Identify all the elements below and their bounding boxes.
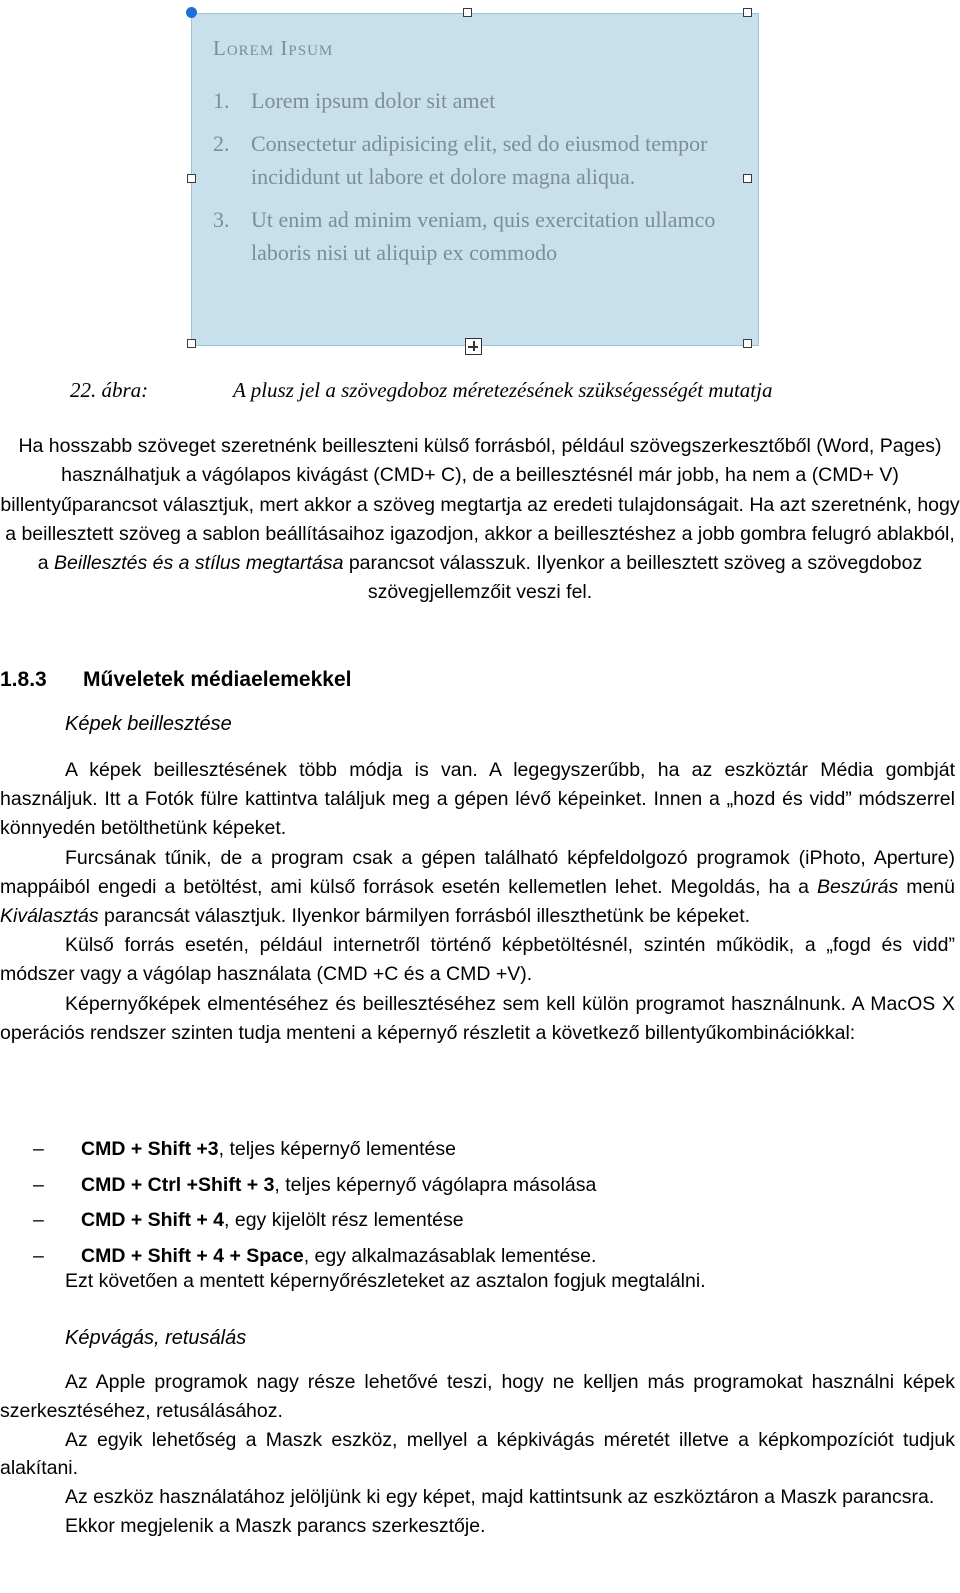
bullet-text xyxy=(81,1168,596,1204)
list-item-number: 2. xyxy=(213,131,230,156)
selected-text-box[interactable] xyxy=(191,13,759,346)
bullet-text xyxy=(81,1203,464,1239)
command-name: Kiválasztás xyxy=(0,905,99,928)
paragraph: A képek beillesztésének több módja is van. A legegyszerűbb, ha az eszköztár Média gombját használjuk. Itt a Fotók fülre kattintva találjuk meg a gépen lévő képeinket. Innen a „hozd és vidd” módszerrel könnyedén betölthetünk képeket. xyxy=(0,759,955,840)
resize-handle-top[interactable] xyxy=(463,8,472,17)
text: menü xyxy=(898,875,956,898)
paragraph: Az eszköz használatához jelöljünk ki egy képet, majd kattintsunk az eszköztáron a Maszk parancsra. xyxy=(65,1486,935,1509)
section-title: Műveletek médiaelemekkel xyxy=(83,668,352,691)
paragraph: Az egyik lehetőség a Maszk eszköz, mellyel a képkivágás méretét illetve a képkompozíciót tudjuk alakítani. xyxy=(0,1428,955,1480)
subheading-images: Képek beillesztése xyxy=(65,713,232,735)
intro-text: Ha hosszabb szöveget szeretnénk beilleszteni külső forrásból, például szövegszerkesztőből (Word, Pages) használhatjuk a vágólapos kivágást (CMD+ C), de a beillesztésnél már jobb, ha nem a (CMD+ V) billentyűparancsot választjuk, mert akkor a szöveg megtartja az eredeti tulajdonságait. Ha azt szeretnénk, hogy a beillesztett szöveg a sablon beállításaihoz igazodjon, akkor a beillesztéshez a jobb gombra felugró ablakból, a xyxy=(0,435,960,575)
shortcut-keys: CMD + Shift +3 xyxy=(81,1138,219,1160)
resize-handle-top-right[interactable] xyxy=(743,8,752,17)
list-item-text: Consectetur adipisicing elit, sed do eiusmod tempor incididunt ut labore et dolore magna aliqua. xyxy=(251,131,708,189)
images-section-body xyxy=(0,756,955,1048)
bullet-dash: – xyxy=(33,1138,44,1160)
shortcut-keys: CMD + Ctrl +Shift + 3 xyxy=(81,1173,275,1196)
list-item xyxy=(0,1239,955,1275)
bullet-text xyxy=(81,1239,596,1275)
paragraph: Külső forrás esetén, például internetről történő képbetöltésnél, szintén működik, a „fogd és vidd” módszer vagy a vágólap használata (CMD +C és a CMD +V). xyxy=(0,934,955,986)
paragraph: Ezt követően a mentett képernyőrészleteket az asztalon fogjuk megtalálni. xyxy=(65,1270,706,1292)
resize-handle-right[interactable] xyxy=(743,174,752,183)
resize-handle-bottom-left[interactable] xyxy=(187,339,196,348)
shortcut-desc: , egy kijelölt rész lementése xyxy=(224,1209,464,1231)
paragraph: Ekkor megjelenik a Maszk parancs szerkesztője. xyxy=(65,1514,486,1537)
shortcut-keys: CMD + Shift + 4 xyxy=(81,1209,225,1231)
bullet-dash: – xyxy=(33,1173,44,1196)
subheading-cropping: Képvágás, retusálás xyxy=(65,1327,247,1349)
caption-text: A plusz jel a szövegdoboz méretezésének szükségességét mutatja xyxy=(233,378,773,402)
rotate-handle-top-left[interactable] xyxy=(186,7,197,18)
paragraph: Az Apple programok nagy része lehetővé teszi, hogy ne kelljen más programokat használni képek szerkesztéséhez, retusálásához. xyxy=(0,1371,955,1422)
shortcut-desc: , teljes képernyő lementése xyxy=(218,1138,456,1160)
intro-italic-command: Beillesztés és a stílus megtartása xyxy=(54,552,344,575)
list-item xyxy=(0,1168,955,1204)
text-box-list xyxy=(213,84,733,279)
figure-caption xyxy=(70,378,772,403)
list-item xyxy=(0,1203,955,1239)
intro-paragraph xyxy=(0,432,960,608)
intro-text-end: parancsot válasszuk. Ilyenkor a beillesztett szöveg a szövegdoboz szövegjellemzőit veszi fel. xyxy=(343,552,923,604)
list-item xyxy=(0,1132,955,1168)
bullet-dash: – xyxy=(33,1244,44,1267)
overflow-plus-icon[interactable] xyxy=(465,338,482,355)
list-item xyxy=(213,203,733,269)
resize-handle-bottom-right[interactable] xyxy=(743,339,752,348)
caption-label: 22. ábra: xyxy=(70,378,149,402)
shortcut-list xyxy=(0,1132,955,1274)
list-item-text: Lorem ipsum dolor sit amet xyxy=(251,88,496,113)
list-item-number: 3. xyxy=(213,207,230,232)
list-item xyxy=(213,84,733,117)
shortcut-keys: CMD + Shift + 4 + Space xyxy=(81,1244,304,1267)
text: Furcsának tűnik, de a program csak a gépen található képfeldolgozó programok (iPhoto, Aperture) mappáiból engedi a betöltést, ami külső források esetén kellemetlen lehet. Megoldás, ha a xyxy=(0,846,955,898)
bullet-dash: – xyxy=(33,1209,44,1231)
section-number: 1.8.3 xyxy=(0,668,47,691)
text-box-title: Lorem Ipsum xyxy=(213,36,334,60)
list-item-number: 1. xyxy=(213,88,230,113)
resize-handle-left[interactable] xyxy=(187,174,196,183)
shortcut-desc: , egy alkalmazásablak lementése. xyxy=(303,1244,597,1267)
bullet-text xyxy=(81,1132,456,1168)
cropping-section-body xyxy=(0,1368,955,1541)
paragraph: Képernyőképek elmentéséhez és beillesztéséhez sem kell külön programot használnunk. A MacOS X operációs rendszer szinten tudja menteni a képernyő részletit a következő billentyűkombinációkkal: xyxy=(0,992,955,1044)
shortcut-desc: , teljes képernyő vágólapra másolása xyxy=(274,1173,597,1196)
section-heading xyxy=(0,668,352,692)
list-item-text: Ut enim ad minim veniam, quis exercitation ullamco laboris nisi ut aliquip ex commodo xyxy=(251,207,716,265)
menu-name: Beszúrás xyxy=(816,875,899,898)
list-item xyxy=(213,127,733,193)
paragraph xyxy=(0,844,955,932)
text: parancsát választjuk. Ilyenkor bármilyen forrásból illeszthetünk be képeket. xyxy=(98,905,751,928)
